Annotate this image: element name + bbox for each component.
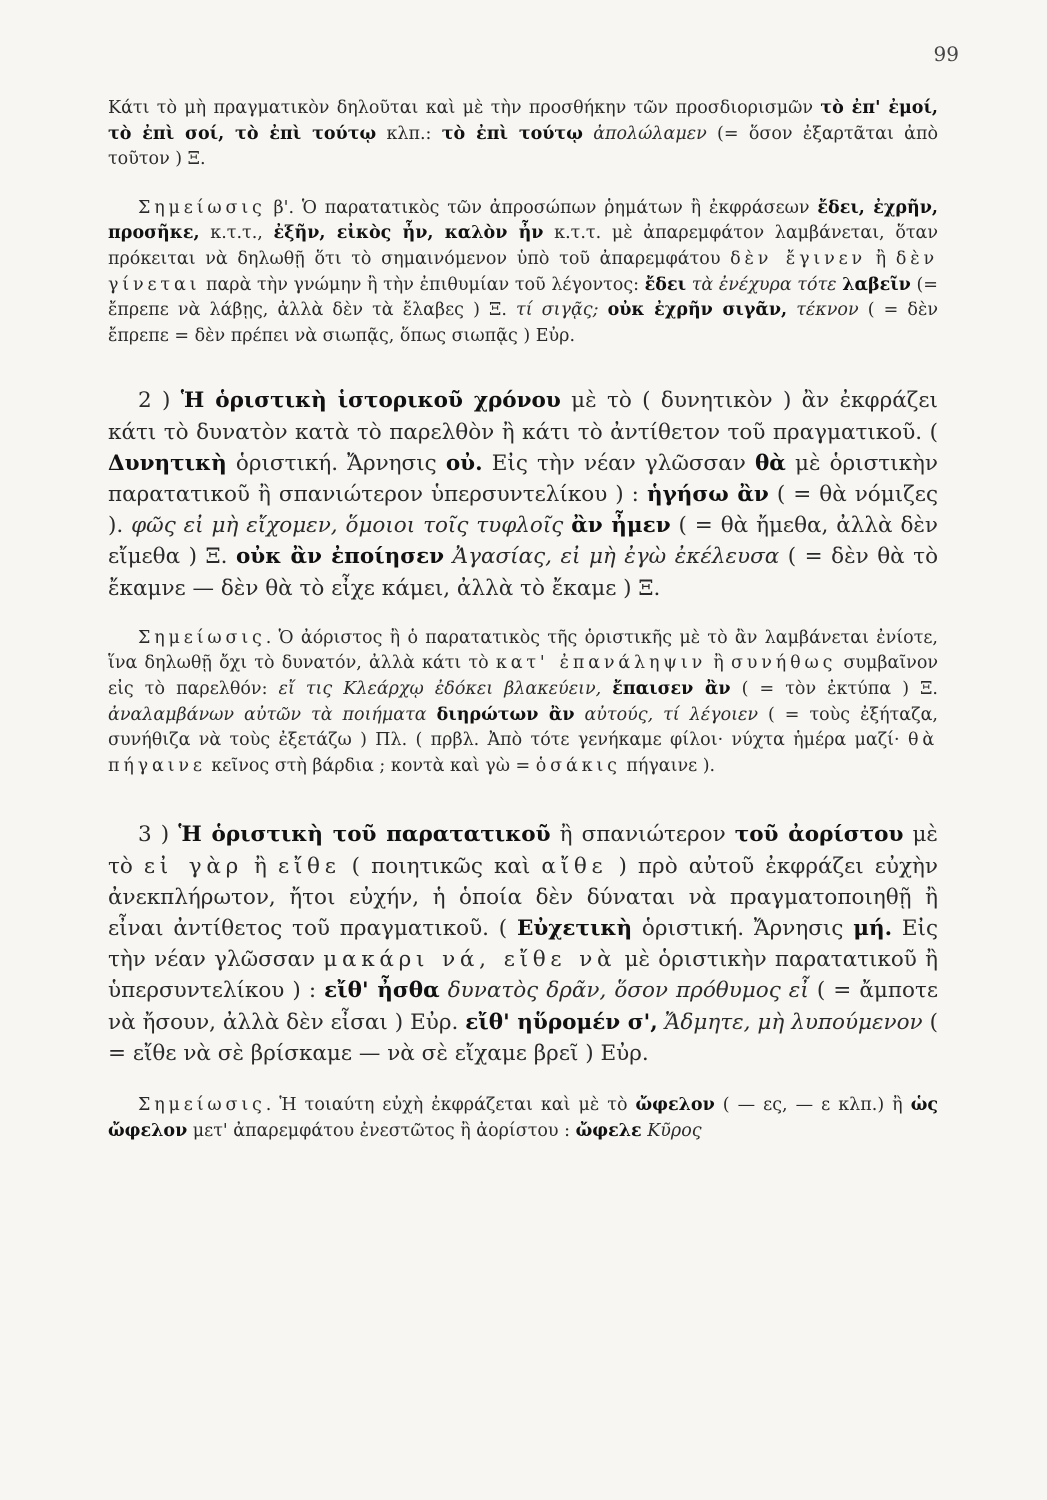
paragraph-2 — [108, 196, 938, 350]
text-run: μὲ τὸ ( δυνητικὸν ) ἂν ἐκφράζει κάτι τὸ δυνατὸν κατὰ τὸ παρελθὸν ἢ κάτι τὸ ἀντίθετον τοῦ πραγματικοῦ. ( — [108, 388, 938, 445]
bold-run: οὐκ ἐχρῆν σιγᾶν, — [607, 300, 788, 321]
text-run: Εἰς τὴν νέαν γλῶσσαν — [108, 915, 939, 973]
text-run: κεῖνος στὴ βάρδια ; κοντὰ καὶ γὼ = — [205, 755, 536, 776]
text-run: κλπ.: — [376, 123, 442, 144]
italic-run: τὰ ἐνέχυρα τότε — [691, 274, 837, 295]
bold-run: Δυνητικὴ — [108, 450, 227, 476]
bold-run: τὸ ἐπ' ἐμοί, τὸ ἐπὶ σοί, τὸ ἐπὶ τούτῳ — [108, 98, 939, 144]
spaced-run: εἴθε — [278, 853, 341, 879]
text-run: πήγαινε ). — [620, 755, 716, 776]
bold-run: εἴθ' ἦσθα — [324, 978, 440, 1004]
italic-run: Ἀγασίας, εἰ μὴ ἐγὼ ἐκέλευσα — [452, 544, 780, 570]
bold-run: οὐκ ἂν ἐποίησεν — [235, 544, 445, 570]
text-run: μετ' ἀπαρεμφάτου ἐνεστῶτος ἢ ἀορίστου : — [187, 1120, 576, 1141]
text-run: ἢ — [706, 653, 731, 674]
italic-run: αὐτούς, τί λέγοιεν — [584, 704, 759, 725]
text-run — [787, 300, 796, 320]
text-run: ( ποιητικῶς καὶ — [340, 853, 542, 879]
spaced-run: κατ' ἐπανάληψιν — [495, 653, 707, 674]
text-run: ( — ες, — ε κλπ.) ἢ — [714, 1094, 911, 1115]
text-run — [444, 544, 453, 569]
bold-run: ἐξῆν, εἰκὸς ἦν, καλὸν ἦν — [273, 223, 544, 244]
italic-run: τέκνον — [796, 300, 859, 321]
text-run: (= ὅσον ἐξαρτᾶται ἀπὸ τοῦτον ) Ξ. — [108, 123, 939, 170]
bold-run: διηρώτων ἂν — [436, 704, 575, 725]
bold-run: οὐ. — [445, 450, 483, 476]
text-run — [598, 300, 607, 320]
spaced-run: Σημείωσις — [138, 197, 266, 218]
spaced-run: ὁσάκις — [535, 755, 621, 776]
text-run — [583, 124, 593, 144]
text-run: ὁριστική. Ἄρνησις — [632, 915, 854, 941]
text-run: ἢ σπανιώτερον — [550, 822, 735, 848]
spaced-run: εἰ γὰρ — [143, 853, 243, 879]
text-run: ( = δὲν ἔπρεπε = δὲν πρέπει νὰ σιωπᾷς, ὅπως σιωπᾷς ) Εὐρ. — [108, 300, 938, 346]
spaced-run: Σημείωσις — [138, 627, 266, 648]
bold-run: τὸ ἐπὶ τούτῳ — [441, 123, 583, 144]
bold-run: ὤφελε — [575, 1120, 642, 1141]
italic-run: ἀπολώλαμεν — [593, 123, 707, 144]
text-run: ἢ — [242, 853, 279, 879]
text-run: β'. Ὁ παρατατικὸς τῶν ἀπροσώπων ῥημάτων ἢ ἐκφράσεων — [265, 197, 818, 218]
bold-run: ἡγήσω ἂν — [646, 481, 769, 507]
text-run: Κάτι τὸ μὴ πραγματικὸν δηλοῦται καὶ μὲ τὴν προσθήκην τῶν προσδιορισμῶν — [108, 98, 821, 118]
spaced-run: δὲν γίνεται — [108, 248, 938, 295]
text-run: ( = δὲν θὰ τὸ ἔκαμνε — δὲν θὰ τὸ εἶχε κάμει, ἀλλὰ τὸ ἔκαμε ) Ξ. — [108, 544, 939, 601]
text-run — [601, 679, 612, 699]
text-run: ἢ — [865, 248, 896, 269]
spaced-run: συνήθως — [730, 653, 837, 674]
text-run: 2 ) — [138, 388, 181, 414]
text-run — [440, 978, 448, 1003]
text-run: ( = ἄμποτε νὰ ἤσουν, ἀλλὰ δὲν εἶσαι ) Εὐρ. — [108, 978, 938, 1035]
bold-run: Εὐχετικὴ — [516, 915, 633, 941]
page-number: 99 — [933, 42, 959, 66]
text-run: ( = τὸν ἐκτύπα ) Ξ. — [730, 678, 938, 699]
paragraph-5 — [108, 819, 938, 1069]
text-run: ( = θὰ νόμιζες ). — [108, 481, 938, 539]
text-run: κ.τ.τ. μὲ ἀπαρεμφάτον λαμβάνεται, ὅταν πρόκειται νὰ δηλωθῇ ὅτι τὸ σημαινόμενον ὑπὸ τοῦ ἀπαρεμφάτου — [108, 223, 938, 269]
text-run: ( = εἴθε νὰ σὲ βρίσκαμε — νὰ σὲ εἴχαμε βρεῖ ) Εὐρ. — [108, 1009, 938, 1066]
spaced-run: Σημείωσις — [138, 1094, 266, 1115]
italic-run: εἴ τις Κλεάρχῳ ἐδόκει βλακεύειν, — [278, 678, 602, 699]
bold-run: εἴθ' ηὕρομέν σ', — [465, 1009, 658, 1035]
paragraph-3 — [108, 385, 938, 603]
text-run: ( = θὰ ἤμεθα, ἀλλὰ δὲν εἴμεθα ) Ξ. — [108, 513, 938, 570]
text-run: Εἰς τὴν νέαν γλῶσσαν — [482, 450, 755, 476]
bold-run: ὤφελον — [635, 1094, 715, 1115]
spaced-run: δὲν ἔγινεν — [730, 248, 866, 269]
bold-run: τοῦ ἀορίστου — [734, 822, 904, 848]
text-run: συμβαῖνον εἰς τὸ παρελθόν: — [108, 653, 938, 699]
italic-run: Κῦρος — [647, 1120, 702, 1141]
italic-run: τί σιγᾷς; — [516, 300, 599, 321]
text-body — [108, 96, 938, 1144]
italic-run: Ἄδμητε, μὴ λυπούμενον — [664, 1009, 923, 1035]
italic-run: ἀναλαμβάνων αὐτῶν τὰ ποιήματα — [108, 704, 427, 725]
text-run: παρὰ τὴν γνώμην ἢ τὴν ἐπιθυμίαν τοῦ λέγοντος: — [200, 274, 645, 295]
italic-run: δυνατὸς δρᾶν, ὅσον πρόθυμος εἶ — [447, 978, 809, 1004]
text-run: ( = τοὺς ἐξήταζα, συνήθιζα νὰ τοὺς ἐξετάζω ) Πλ. ( πρβλ. Ἀπὸ τότε γενήκαμε φίλοι· νύχτα ἡμέρα μαζί· — [108, 704, 938, 751]
bold-run: ὡς ὤφελον — [108, 1094, 939, 1141]
text-run: μὲ ὁριστικὴν παρατατικοῦ ἢ σπανιώτερον ὑπερσυντελίκου ) : — [108, 450, 939, 507]
text-run — [574, 705, 584, 725]
bold-run: ἔπαισεν ἂν — [612, 678, 731, 699]
text-run: ) πρὸ αὐτοῦ ἐκφράζει εὐχὴν ἀνεκπλήρωτον, ἤτοι εὐχήν, ἡ ὁποία δὲν δύναται νὰ πραγματοποιηθῇ ἢ εἶναι ἀντίθετος τοῦ πραγματικοῦ. ( — [108, 853, 938, 941]
bold-run: θὰ — [754, 450, 786, 476]
paragraph-4 — [108, 626, 938, 780]
text-run: 3 ) — [138, 822, 179, 848]
bold-run: λαβεῖν — [842, 274, 911, 295]
bold-run: μή. — [853, 915, 893, 941]
bold-run: Ἡ ὁριστικὴ ἱστορικοῦ χρόνου — [180, 388, 561, 414]
italic-run: φῶς εἰ μὴ εἴχομεν, ὅμοιοι τοῖς τυφλοῖς — [131, 513, 564, 539]
paragraph-1 — [108, 96, 938, 173]
bold-run: ἂν ἦμεν — [571, 513, 671, 539]
paragraph-6 — [108, 1093, 938, 1144]
text-run: ὁριστική. Ἄρνησις — [226, 450, 446, 476]
spaced-run: αἴθε — [541, 853, 608, 879]
text-run: . Ὁ ἀόριστος ἢ ὁ παρατατικὸς τῆς ὁριστικῆς μὲ τὸ ἂν λαμβάνεται ἐνίοτε, ἵνα δηλωθῇ ὄχι τὸ δυνατόν, ἀλλὰ κάτι τὸ — [108, 627, 938, 674]
text-run: μὲ ὁριστικὴν παρατατικοῦ ἢ ὑπερσυντελίκου ) : — [108, 947, 938, 1004]
text-run: μὲ τὸ — [108, 822, 938, 879]
text-run — [427, 705, 437, 725]
text-run: κ.τ.τ., — [199, 223, 274, 244]
text-run — [658, 1010, 665, 1035]
bold-run: ἔδει — [644, 274, 687, 295]
text-run: (= ἔπρεπε νὰ λάβῃς, ἀλλὰ δὲν τὰ ἔλαβες ) Ξ. — [108, 274, 938, 321]
spaced-run: θὰ πήγαινε — [108, 730, 938, 776]
spaced-run: μακάρι νά, εἴθε νὰ — [323, 947, 617, 973]
text-run: . Ἡ τοιαύτη εὐχὴ ἐκφράζεται καὶ μὲ τὸ — [265, 1094, 636, 1115]
bold-run: Ἡ ὁριστικὴ τοῦ παρατατικοῦ — [178, 822, 551, 848]
bold-run: ἔδει, ἐχρῆν, προσῆκε, — [108, 197, 938, 244]
